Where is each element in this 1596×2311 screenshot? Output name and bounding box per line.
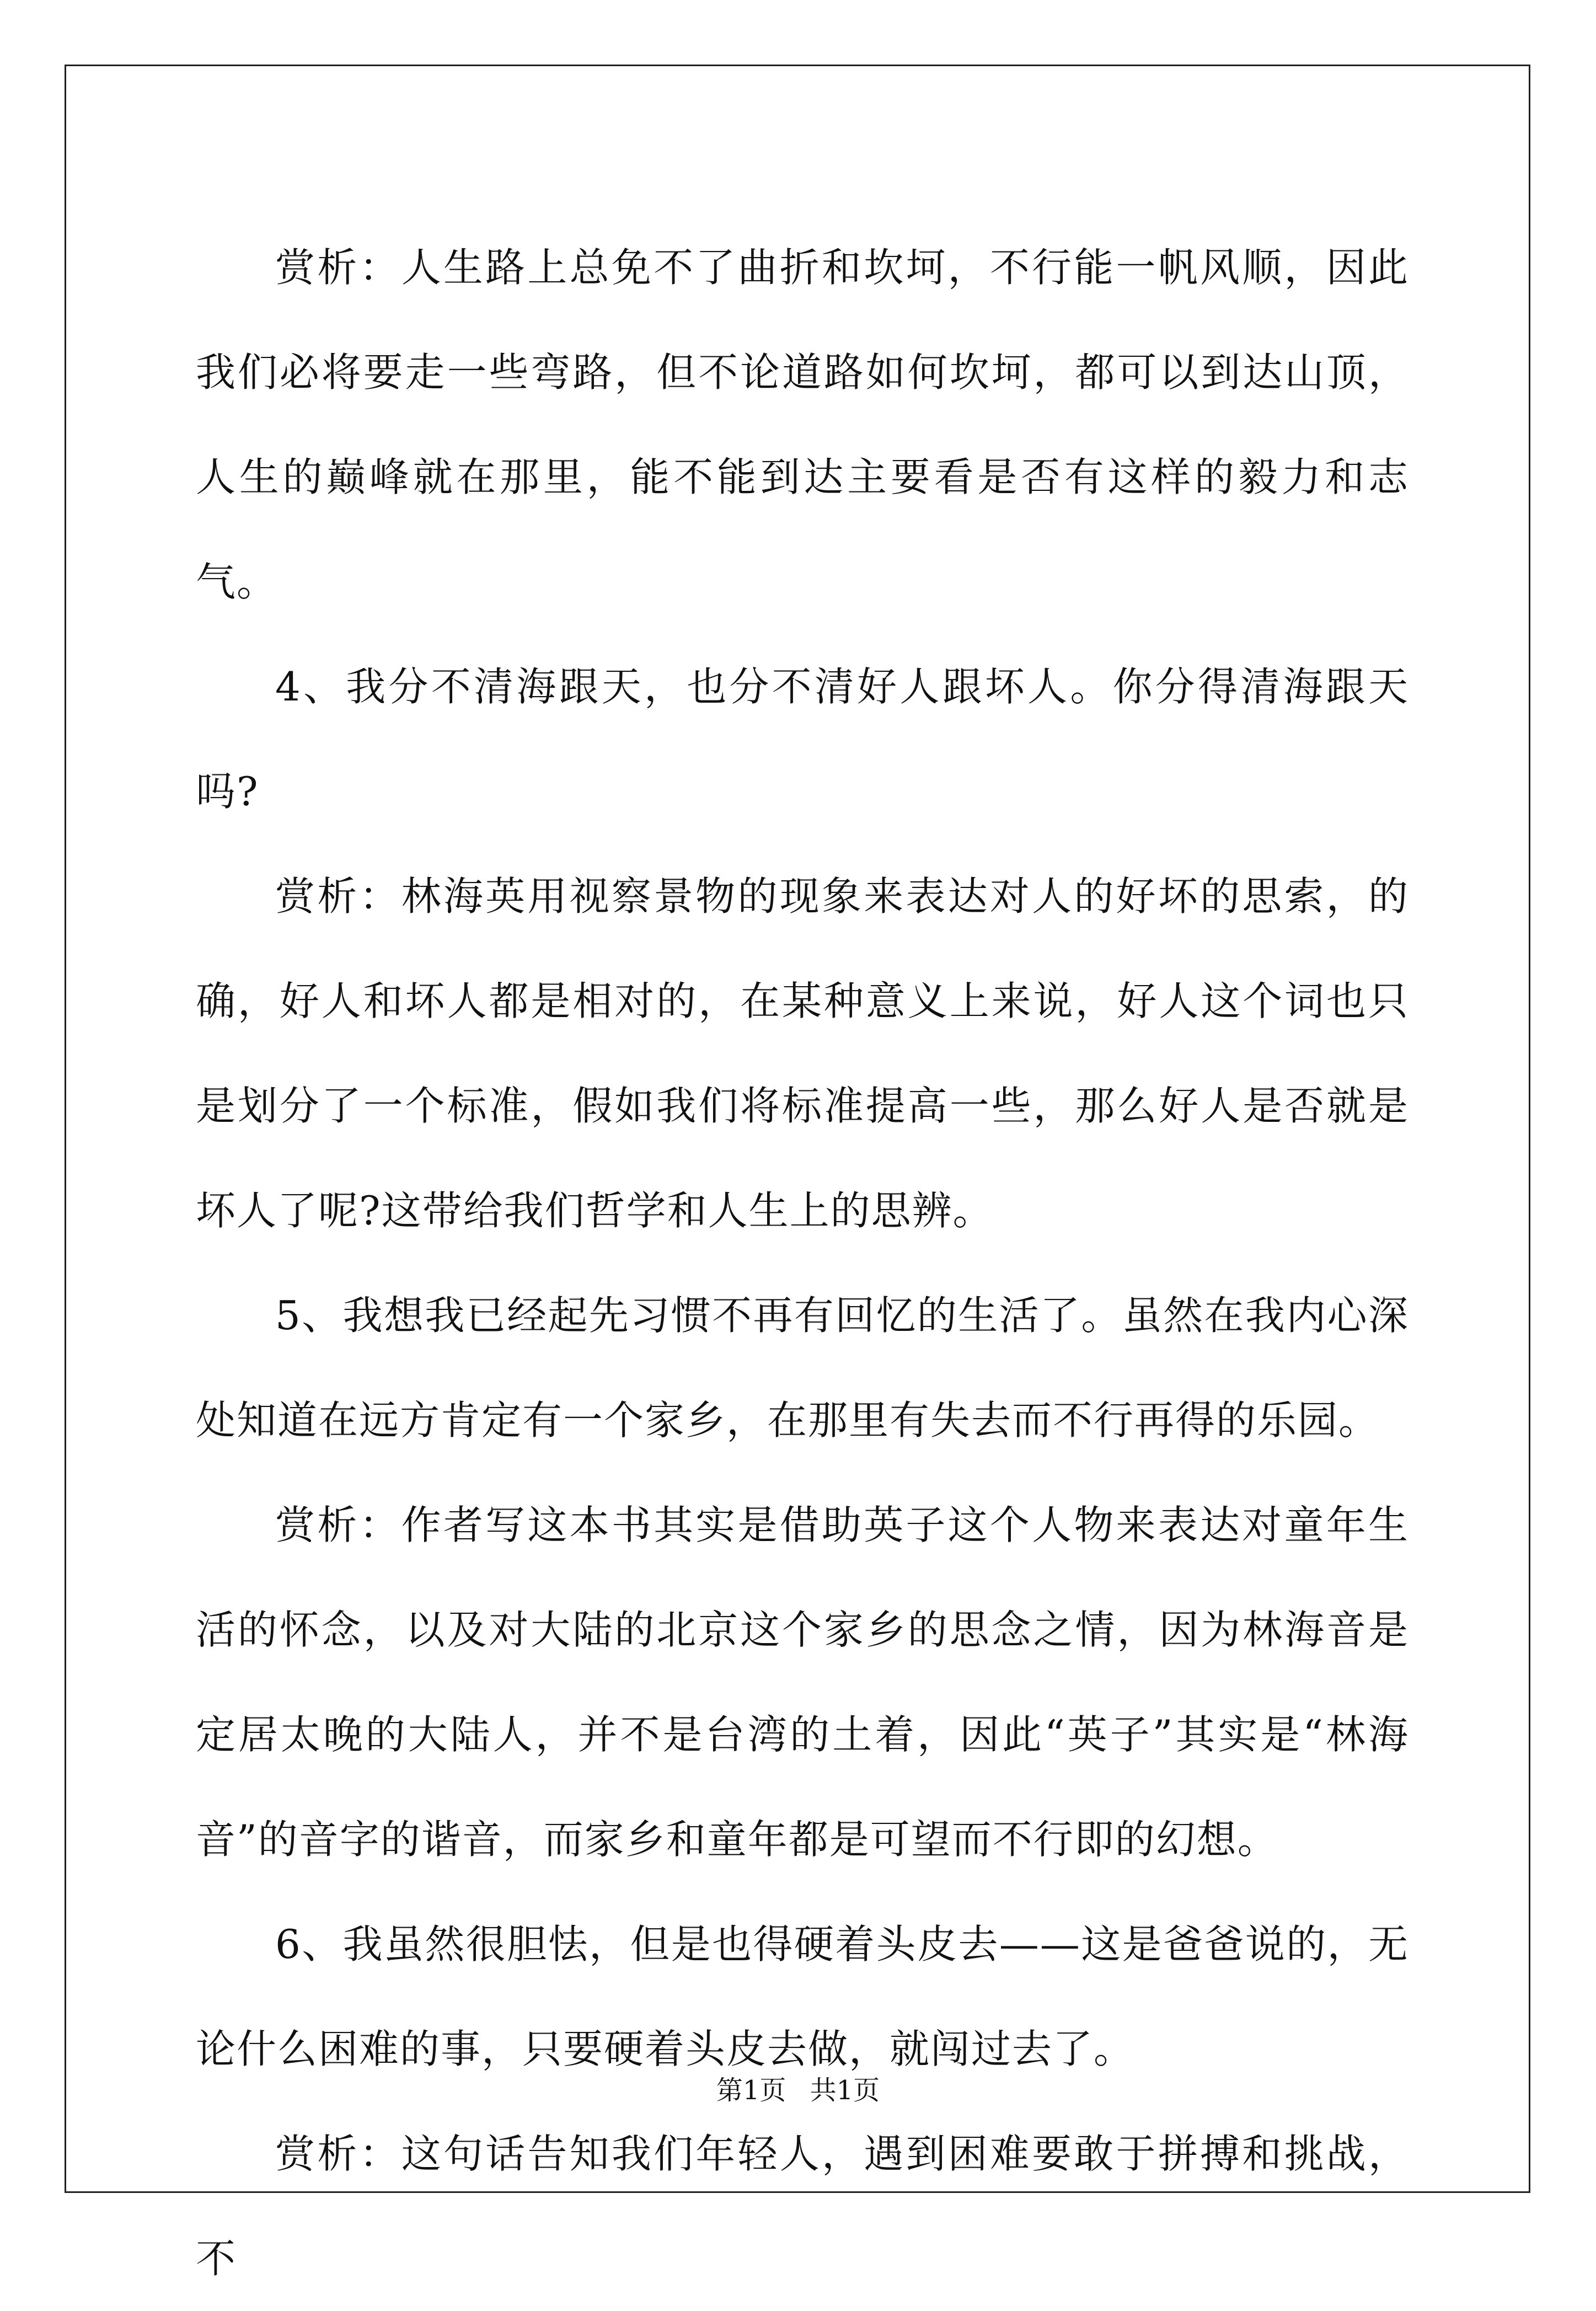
paragraph-3: 赏析：林海英用视察景物的现象来表达对人的好坏的思索，的确，好人和坏人都是相对的，在某种意义上来说，好人这个词也只是划分了一个标准，假如我们将标准提高一些，那么好人是否就是坏人了呢?这带给我们哲学和人生上的思辨。 [196, 873, 1409, 1234]
paragraph-6: 6、我虽然很胆怯，但是也得硬着头皮去——这是爸爸说的，无论什么困难的事，只要硬着头皮去做，就闯过去了。 [196, 1921, 1409, 2072]
paragraph-7: 赏析：这句话告知我们年轻人，遇到困难要敢于拼搏和挑战，不 [196, 2131, 1409, 2282]
document-body [196, 215, 1409, 2311]
paragraph-4: 5、我想我已经起先习惯不再有回忆的生活了。虽然在我内心深处知道在远方肯定有一个家乡，在那里有失去而不行再得的乐园。 [196, 1292, 1409, 1443]
paragraph-1: 赏析：人生路上总免不了曲折和坎坷，不行能一帆风顺，因此我们必将要走一些弯路，但不论道路如何坎坷，都可以到达山顶，人生的巅峰就在那里，能不能到达主要看是否有这样的毅力和志气。 [196, 244, 1409, 605]
paragraph-2: 4、我分不清海跟天，也分不清好人跟坏人。你分得清海跟天吗? [196, 664, 1409, 815]
paragraph-5: 赏析：作者写这本书其实是借助英子这个人物来表达对童年生活的怀念，以及对大陆的北京这个家乡的思念之情，因为林海音是定居太晚的大陆人，并不是台湾的土着，因此“英子”其实是“林海音”的音字的谐音，而家乡和童年都是可望而不行即的幻想。 [196, 1502, 1409, 1863]
total-pages: 共1页 [810, 2075, 880, 2106]
page-footer [0, 2074, 1596, 2107]
page-number: 第1页 [716, 2075, 786, 2106]
